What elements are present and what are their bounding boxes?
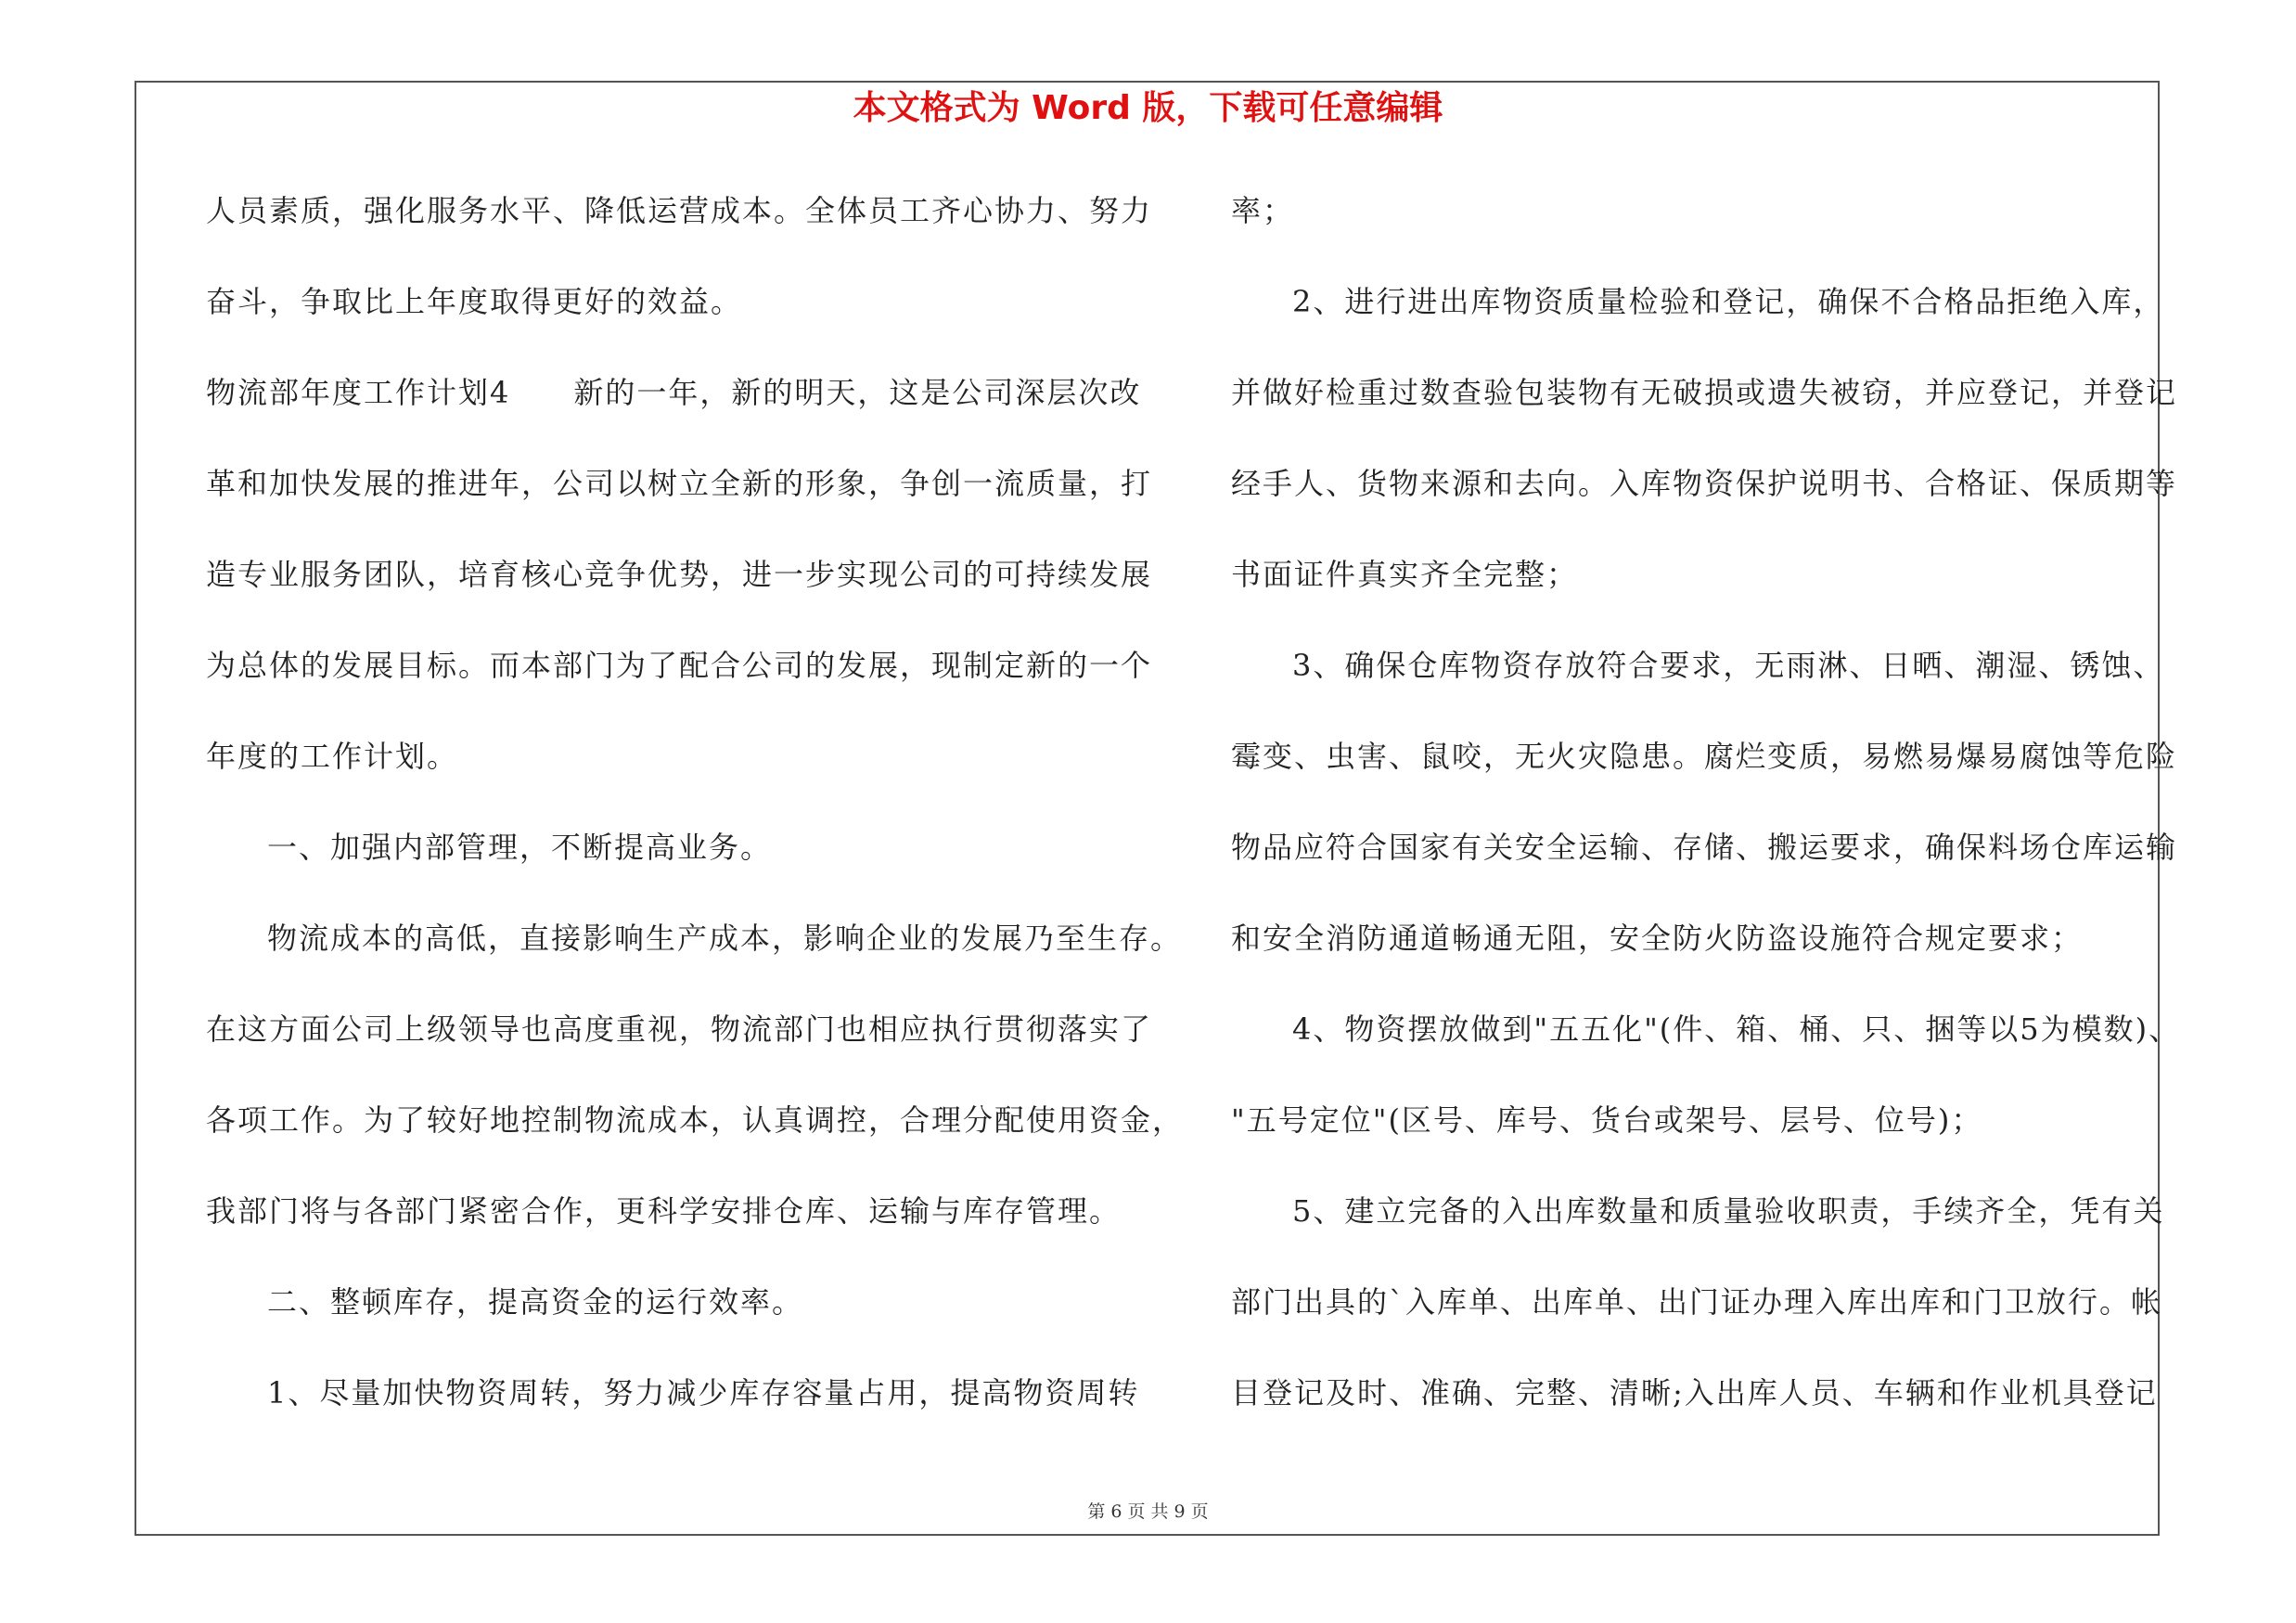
text-line: 书面证件真实齐全完整； (1231, 557, 1579, 592)
text-line: 物品应符合国家有关安全运输、存储、搬运要求，确保料场仓库运输 (1231, 830, 2178, 865)
text-line: 2、进行进出库物资质量检验和登记，确保不合格品拒绝入库， (1292, 284, 2165, 319)
text-line: 在这方面公司上级领导也高度重视，物流部门也相应执行贯彻落实了 (206, 1011, 1153, 1047)
text-line: 奋斗，争取比上年度取得更好的效益。 (206, 284, 743, 319)
text-line: 部门出具的`入库单、出库单、出门证办理入库出库和门卫放行。帐 (1231, 1284, 2163, 1320)
section-heading: 一、加强内部管理，不断提高业务。 (267, 830, 773, 865)
text-line: 目登记及时、准确、完整、清晰;入出库人员、车辆和作业机具登记 (1231, 1375, 2158, 1410)
text-line: 5、建立完备的入出库数量和质量验收职责，手续齐全，凭有关 (1292, 1193, 2165, 1229)
text-line: 霉变、虫害、鼠咬，无火灾隐患。腐烂变质，易燃易爆易腐蚀等危险 (1231, 739, 2178, 774)
text-line: 物流成本的高低，直接影响生产成本，影响企业的发展乃至生存。 (267, 921, 1183, 956)
text-line: 和安全消防通道畅通无阻，安全防火防盗设施符合规定要求； (1231, 921, 2084, 956)
text-line: 并做好检重过数查验包装物有无破损或遗失被窃，并应登记，并登记 (1231, 375, 2178, 410)
text-line: 3、确保仓库物资存放符合要求，无雨淋、日晒、潮湿、锈蚀、 (1292, 648, 2165, 683)
text-line: 物流部年度工作计划4 新的一年，新的明天，这是公司深层次改 (206, 375, 1142, 410)
text-line: 1、尽量加快物资周转，努力减少库存容量占用，提高物资周转 (267, 1375, 1140, 1410)
text-line: 我部门将与各部门紧密合作，更科学安排仓库、运输与库存管理。 (206, 1193, 1122, 1229)
text-line: 率； (1231, 193, 1295, 228)
document-header: 本文格式为 Word 版，下载可任意编辑 (853, 89, 1443, 127)
page-number: 第 6 页 共 9 页 (1087, 1501, 1209, 1522)
text-line: 经手人、货物来源和去向。入库物资保护说明书、合格证、保质期等 (1231, 466, 2178, 501)
text-line: "五号定位"(区号、库号、货台或架号、层号、位号)； (1231, 1102, 1983, 1138)
section-heading: 二、整顿库存，提高资金的运行效率。 (267, 1284, 804, 1320)
text-line: 人员素质，强化服务水平、降低运营成本。全体员工齐心协力、努力 (206, 193, 1153, 228)
right-column (1231, 183, 2181, 1456)
text-line: 造专业服务团队，培育核心竞争优势，进一步实现公司的可持续发展 (206, 557, 1153, 592)
text-line: 革和加快发展的推进年，公司以树立全新的形象，争创一流质量，打 (206, 466, 1153, 501)
text-line: 年度的工作计划。 (206, 739, 459, 774)
text-line: 各项工作。为了较好地控制物流成本，认真调控，合理分配使用资金， (206, 1102, 1185, 1138)
text-line: 4、物资摆放做到"五五化"(件、箱、桶、只、捆等以5为模数)、 (1292, 1011, 2181, 1047)
left-column (206, 183, 1185, 1456)
text-line: 为总体的发展目标。而本部门为了配合公司的发展，现制定新的一个 (206, 648, 1153, 683)
